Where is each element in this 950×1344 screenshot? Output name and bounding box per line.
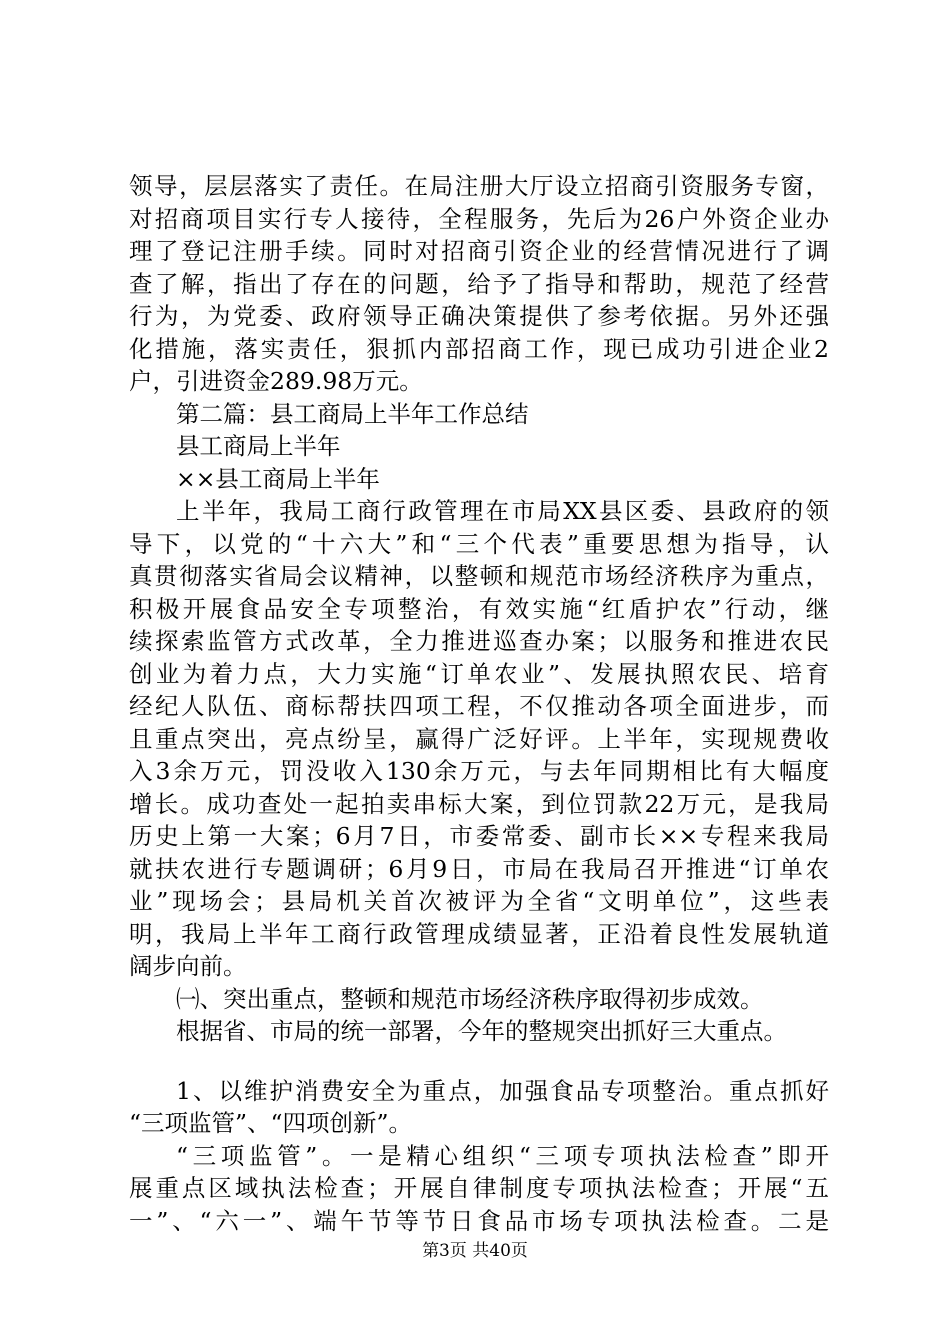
section-heading: 第二篇：县工商局上半年工作总结: [176, 399, 529, 428]
document-body: [129, 170, 829, 1237]
text-line: 领导，层层落实了责任。在局注册大厅设立招商引资服务专窗，: [129, 172, 829, 200]
paragraph-gap: [129, 1048, 829, 1075]
text-line: 上半年，我局工商行政管理在市局XX县区委、县政府的领: [176, 497, 829, 525]
text-line: 户，引进资金289.98万元。: [129, 367, 423, 395]
text-line: 对招商项目实行专人接待，全程服务，先后为26户外资企业办: [129, 204, 829, 233]
text-line: “三项监管”。一是精心组织“三项专项执法检查”即开: [176, 1141, 829, 1170]
text-line: 就扶农进行专题调研；6月9日，市局在我局召开推进“订单农: [129, 854, 829, 883]
text-line: 行为，为党委、政府领导正确决策提供了参考依据。另外还强: [129, 302, 829, 330]
text-line: 导下，以党的“十六大”和“三个代表”重要思想为指导，认: [129, 529, 829, 558]
page-number-label: 第3页 共40页: [422, 1241, 528, 1261]
text-line: 明，我局上半年工商行政管理成绩显著，正沿着良性发展轨道: [129, 919, 829, 948]
text-line: 积极开展食品安全专项整治，有效实施“红盾护农”行动，继: [129, 594, 829, 623]
text-line: 化措施，落实责任，狠抓内部招商工作，现已成功引进企业2: [129, 334, 829, 363]
text-line: 业”现场会；县局机关首次被评为全省“文明单位”，这些表: [129, 887, 829, 915]
text-line: 创业为着力点，大力实施“订单农业”、发展执照农民、培育: [129, 659, 829, 688]
text-line: 经纪人队伍、商标帮扶四项工程，不仅推动各项全面进步，而: [129, 692, 829, 720]
text-line: 查了解，指出了存在的问题，给予了指导和帮助，规范了经营: [129, 269, 829, 298]
text-line: 一”、“六一”、端午节等节日食品市场专项执法检查。二是: [129, 1206, 829, 1235]
section-heading: ㈠、突出重点，整顿和规范市场经济秩序取得初步成效。: [176, 984, 764, 1013]
text-line: 入3余万元，罚没收入130余万元，与去年同期相比有大幅度: [129, 757, 829, 785]
text-line: 1、以维护消费安全为重点，加强食品专项整治。重点抓好: [176, 1076, 829, 1105]
text-line: 且重点突出，亮点纷呈，赢得广泛好评。上半年，实现规费收: [129, 724, 829, 753]
text-line: 续探索监管方式改革，全力推进巡查办案；以服务和推进农民: [129, 627, 829, 655]
document-subtitle: ××县工商局上半年: [176, 464, 380, 493]
page-footer: [0, 1236, 950, 1261]
text-line: 真贯彻落实省局会议精神，以整顿和规范市场经济秩序为重点，: [129, 562, 829, 590]
text-line: 理了登记注册手续。同时对招商引资企业的经营情况进行了调: [129, 237, 829, 265]
document-title: 县工商局上半年: [176, 432, 341, 460]
text-line: 增长。成功查处一起拍卖串标大案，到位罚款22万元，是我局: [129, 789, 829, 818]
text-line: 展重点区域执法检查；开展自律制度专项执法检查；开展“五: [129, 1174, 829, 1202]
text-line: 阔步向前。: [129, 952, 247, 980]
text-line: 历史上第一大案；6月7日，市委常委、副市长××专程来我局: [129, 822, 829, 850]
text-line: 根据省、市局的统一部署，今年的整规突出抓好三大重点。: [176, 1017, 787, 1045]
text-line: “三项监管”、“四项创新”。: [129, 1109, 413, 1137]
